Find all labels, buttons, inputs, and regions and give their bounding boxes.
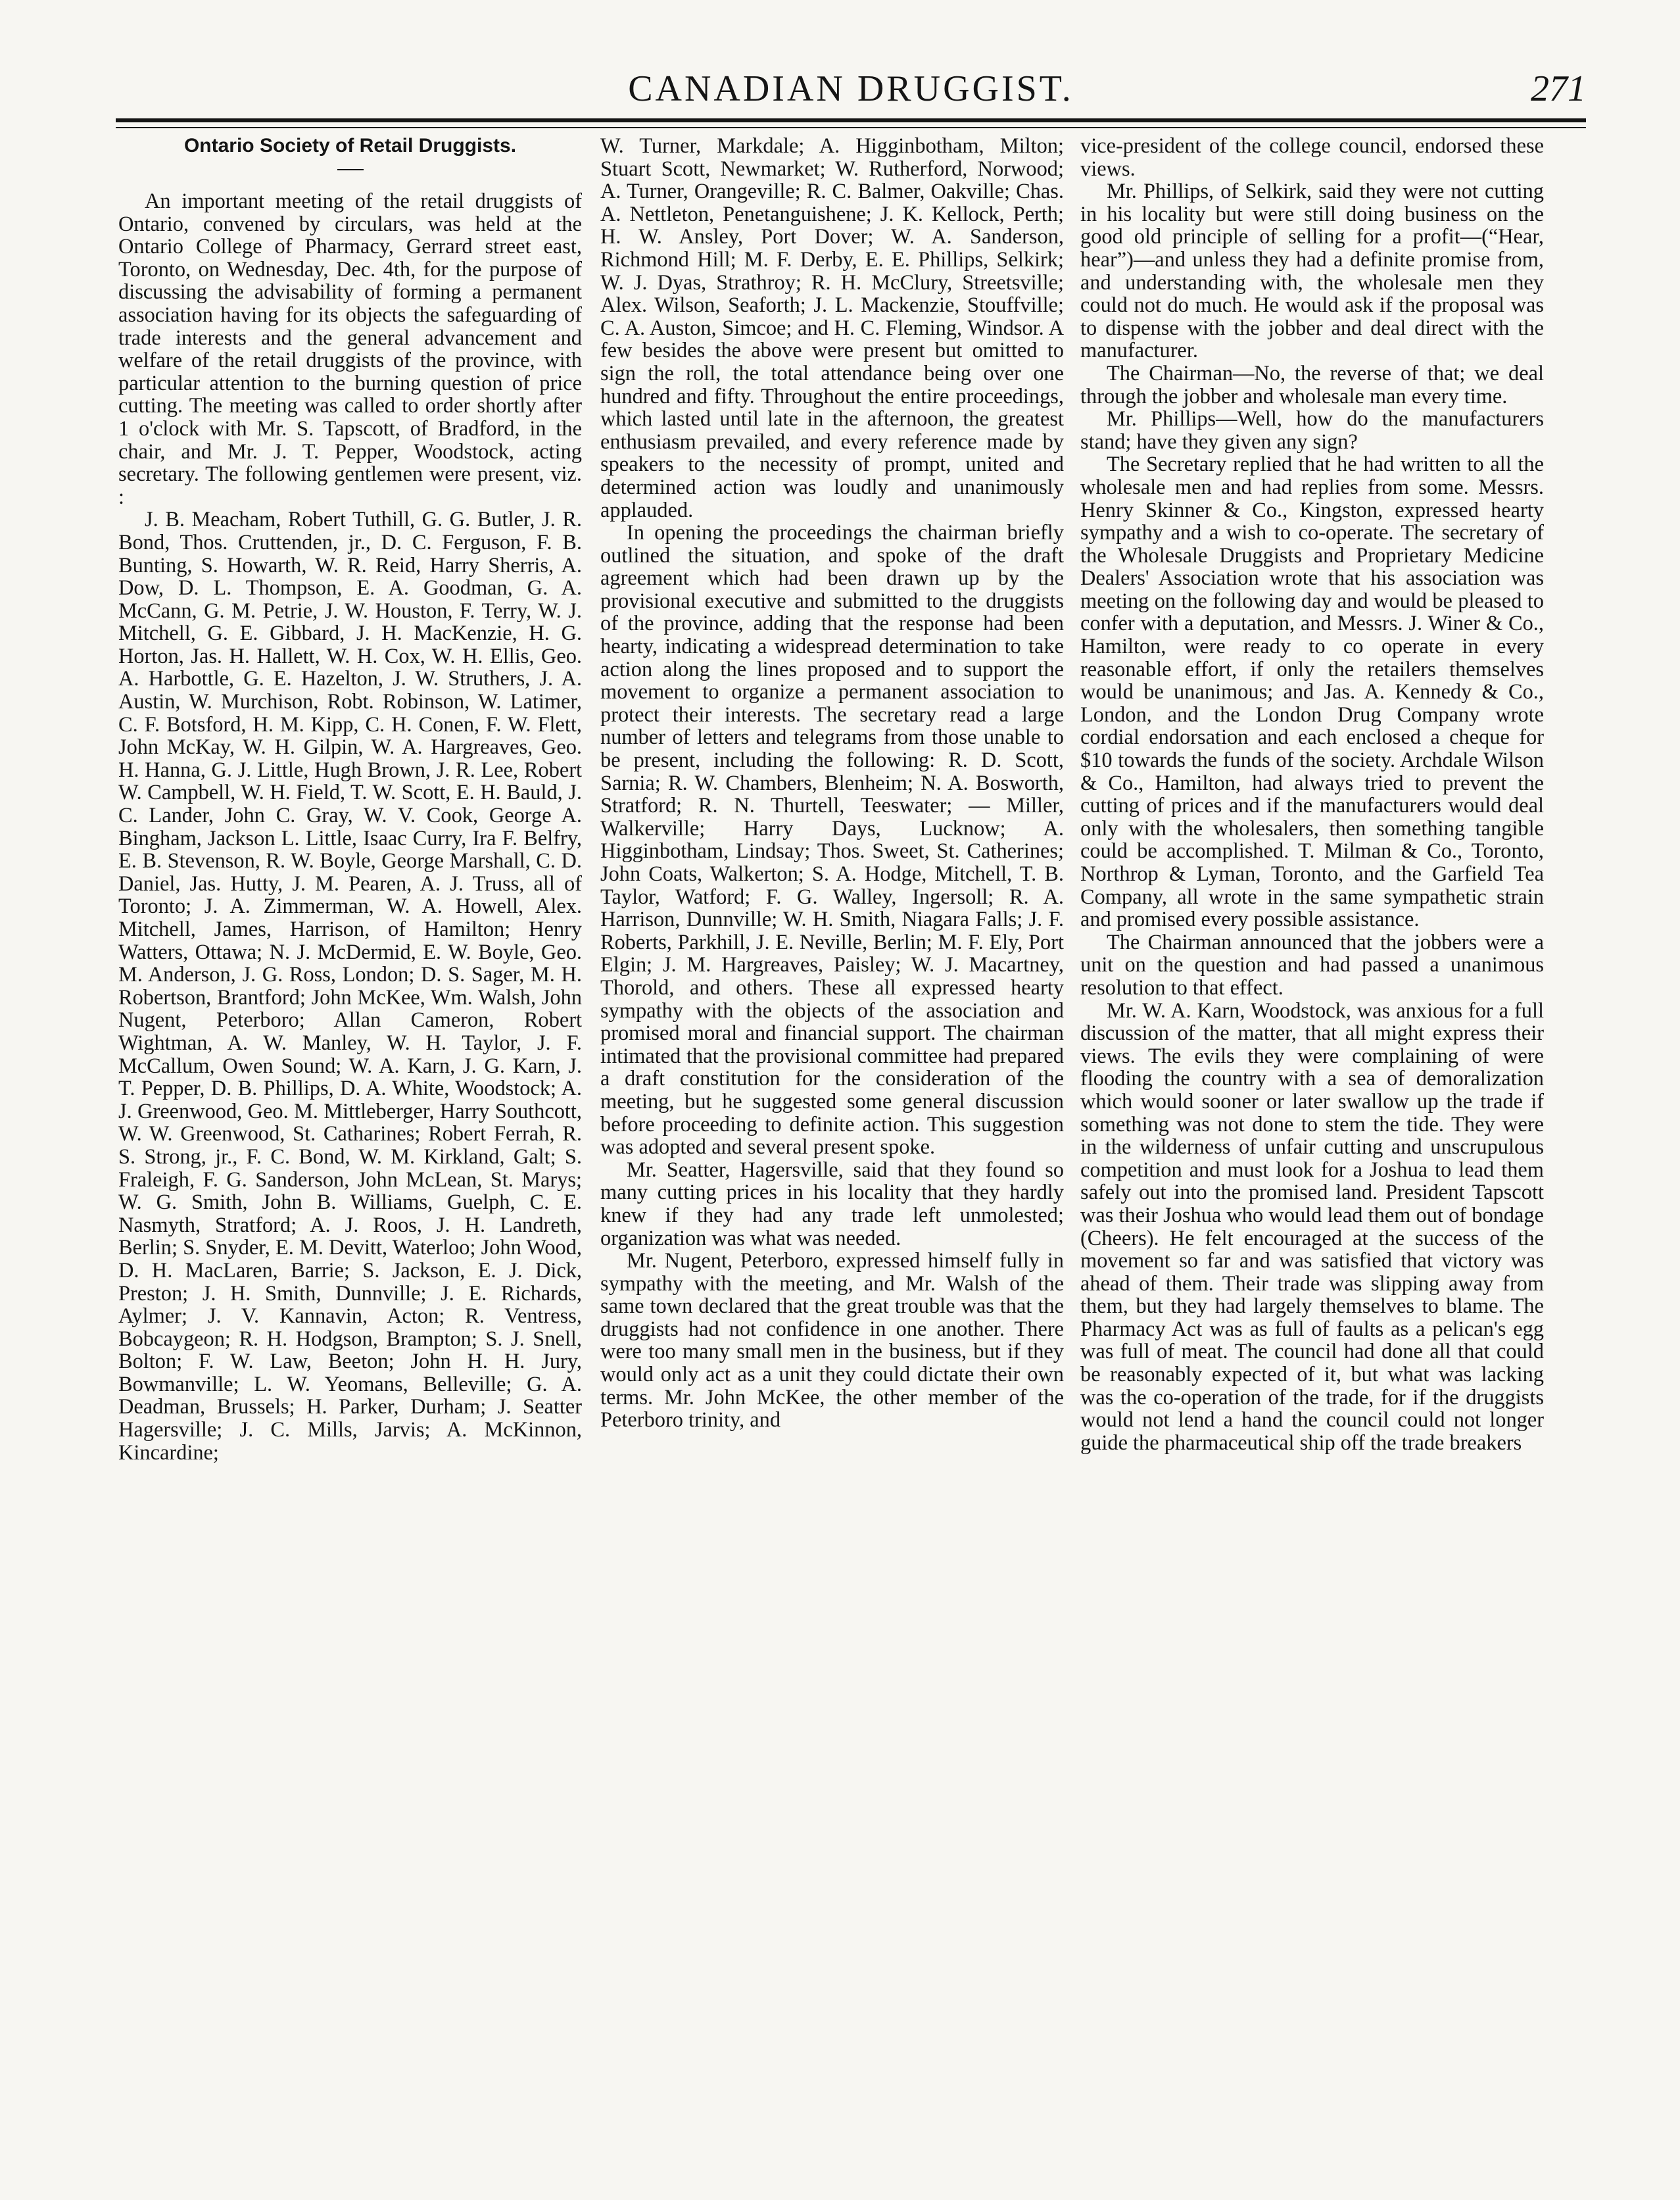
paragraph: Mr. Phillips, of Selkirk, said they were not cutting in his locality but were still doing business on the good old principle of selling for a profit—(“Hear, hear”)—and unless they had a definite promise from, and understanding with, the wholesale men they could not do much. He would ask if the proposal was to dispense with the jobber and deal direct with the manufacturer. [1080,180,1544,363]
paragraph: J. B. Meacham, Robert Tuthill, G. G. Butler, J. R. Bond, Thos. Cruttenden, jr., D. C. Ferguson, F. B. Bunting, S. Howarth, W. R. Reid, Harry Sherris, A. Dow, D. L. Thompson, E. A. Goodman, G. A. McCann, G. M. Petrie, J. W. Houston, F. Terry, W. J. Mitchell, G. E. Gibbard, J. H. MacKenzie, H. G. Horton, Jas. H. Hallett, W. H. Cox, W. H. Ellis, Geo. A. Harbottle, G. E. Hazelton, J. W. Struthers, J. A. Austin, W. Murchison, Robt. Robinson, W. Latimer, C. F. Botsford, H. M. Kipp, C. H. Conen, F. W. Flett, John McKay, W. H. Gilpin, W. A. Hargreaves, Geo. H. Hanna, G. J. Little, Hugh Brown, J. R. Lee, Robert W. Campbell, W. H. Field, T. W. Scott, E. H. Bauld, J. C. Lander, John C. Gray, W. V. Cook, George A. Bingham, Jackson L. Little, Isaac Curry, Ira F. Belfry, E. B. Stevenson, R. W. Boyle, George Marshall, C. D. Daniel, Jas. Hutty, J. M. Pearen, A. J. Truss, all of Toronto; J. A. Zimmerman, W. A. Howell, Alex. Mitchell, James, Harrison, of Hamilton; Henry Watters, Ottawa; N. J. McDermid, E. W. Boyle, Geo. M. Anderson, J. G. Ross, London; D. S. Sager, M. H. Robertson, Brantford; John McKee, Wm. Walsh, John Nugent, Peterboro; Allan Cameron, Robert Wightman, A. W. Manley, W. H. Taylor, J. F. McCallum, Owen Sound; W. A. Karn, J. G. Karn, J. T. Pepper, D. B. Phillips, D. A. White, Woodstock; A. J. Greenwood, Geo. M. Mittleberger, Harry Southcott, W. W. Greenwood, St. Catharines; Robert Ferrah, R. S. Strong, jr., F. C. Bond, W. M. Kirkland, Galt; S. Fraleigh, F. G. Sanderson, John McLean, St. Marys; W. G. Smith, John B. Williams, Guelph, C. E. Nasmyth, Stratford; A. J. Roos, J. H. Landreth, Berlin; S. Snyder, E. M. Devitt, Waterloo; John Wood, D. H. MacLaren, Barrie; S. Jackson, E. J. Dick, Preston; J. H. Smith, Dunnville; J. E. Richards, Aylmer; J. V. Kannavin, Acton; R. Ventress, Bobcaygeon; R. H. Hodgson, Brampton; S. J. Snell, Bolton; F. W. Law, Beeton; John H. H. Jury, Bowmanville; L. W. Yeomans, Belleville; G. A. Deadman, Brussels; H. Parker, Durham; J. Seatter Hagersville; J. C. Mills, Jarvis; A. McKinnon, Kincardine; [118,508,582,1465]
heading-dash [337,169,364,170]
text-column-1 [118,135,582,2167]
text-column-3 [1080,135,1544,2167]
header-rule-thin [116,127,1586,128]
article-heading: Ontario Society of Retail Druggists. [183,135,517,157]
journal-title: CANADIAN DRUGGIST. [628,68,1074,109]
paragraph: Mr. Seatter, Hagersville, said that they found so many cutting prices in his locality that they hardly knew if they had any trade left unmolested; organization was what was needed. [600,1158,1064,1250]
running-head [116,66,1586,118]
page-number: 271 [1531,68,1586,109]
paragraph: Mr. Nugent, Peterboro, expressed himself fully in sympathy with the meeting, and Mr. Walsh of the same town declared that the great trouble was that the druggists had not confidence in one another. There were too many small men in the business, but if they would only act as a unit they could dictate their own terms. Mr. John McKee, the other member of the Peterboro trinity, and [600,1249,1064,1432]
paragraph: In opening the proceedings the chairman briefly outlined the situation, and spoke of the draft agreement which had been drawn up by the provisional executive and submitted to the druggists of the province, adding that the response had been hearty, indicating a widespread determination to take action along the lines proposed and to support the movement to organize a permanent association to protect their interests. The secretary read a large number of letters and telegrams from those unable to be present, including the following: R. D. Scott, Sarnia; R. W. Chambers, Blenheim; N. A. Bosworth, Stratford; R. N. Thurtell, Teeswater; — Miller, Walkerville; Harry Days, Lucknow; A. Higginbotham, Lindsay; Thos. Sweet, St. Catherines; John Coats, Walkerton; S. A. Hodge, Mitchell, T. B. Taylor, Watford; F. G. Walley, Ingersoll; R. A. Harrison, Dunnville; W. H. Smith, Niagara Falls; J. F. Roberts, Parkhill, J. E. Neville, Berlin; M. F. Ely, Port Elgin; J. M. Hargreaves, Paisley; W. J. Macartney, Thorold, and others. These all expressed hearty sympathy with the objects of the association and promised moral and financial support. The chairman intimated that the provisional committee had prepared a draft constitution for the consideration of the meeting, but he suggested some general discussion before proceeding to definite action. This suggestion was adopted and several present spoke. [600,521,1064,1160]
paragraph: The Chairman—No, the reverse of that; we deal through the jobber and wholesale man every time. [1080,361,1544,408]
paragraph: W. Turner, Markdale; A. Higginbotham, Milton; Stuart Scott, Newmarket; W. Rutherford, Norwood; A. Turner, Orangeville; R. C. Balmer, Oakville; Chas. A. Nettleton, Penetanguishene; J. K. Kellock, Perth; H. W. Ansley, Port Dover; W. A. Sanderson, Richmond Hill; M. F. Derby, E. E. Phillips, Selkirk; W. J. Dyas, Strathroy; R. H. McClury, Streetsville; Alex. Wilson, Seaforth; J. L. Mackenzie, Stouffville; C. A. Auston, Simcoe; and H. C. Fleming, Windsor. A few besides the above were present but omitted to sign the roll, the total attendance being over one hundred and fifty. Throughout the entire proceedings, which lasted until late in the afternoon, the greatest enthusiasm prevailed, and every reference made by speakers to the necessity of prompt, united and determined action was loudly and unanimously applauded. [600,135,1064,522]
text-column-2 [600,135,1064,2167]
header-rule [116,118,1586,122]
paragraph: vice-president of the college council, endorsed these views. [1080,135,1544,181]
paragraph: The Secretary replied that he had written to all the wholesale men and had replies from some. Messrs. Henry Skinner & Co., Kingston, expressed hearty sympathy and a wish to co-operate. The secretary of the Wholesale Druggists and Proprietary Medicine Dealers' Association wrote that his association was meeting on the following day and would be pleased to confer with a deputation, and Messrs. J. Winer & Co., Hamilton, were ready to co operate in every reasonable effort, if only the retailers themselves would be unanimous; and Jas. A. Kennedy & Co., London, and the London Drug Company wrote cordial endorsation and each enclosed a cheque for $10 towards the funds of the society. Archdale Wilson & Co., Hamilton, had always tried to prevent the cutting of prices and if the manufacturers would deal only with the wholesalers, then something tangible could be accomplished. T. Milman & Co., Toronto, Northrop & Lyman, Toronto, and the Garfield Tea Company, all wrote in the same sympathetic strain and promised every possible assistance. [1080,452,1544,932]
paragraph: The Chairman announced that the jobbers were a unit on the question and had passed a unanimous resolution to that effect. [1080,930,1544,1000]
paragraph: Mr. Phillips—Well, how do the manufacturers stand; have they given any sign? [1080,407,1544,454]
paragraph: Mr. W. A. Karn, Woodstock, was anxious for a full discussion of the matter, that all might express their views. The evils they were complaining of were flooding the country with a sea of demoralization which would sooner or later swallow up the trade if something was not done to stem the tide. They were in the wilderness of unfair cutting and unscrupulous competition and must look for a Joshua to lead them safely out into the promised land. President Tapscott was their Joshua who would lead them out of bondage (Cheers). He felt encouraged at the success of the movement so far and was satisfied that victory was ahead of them. Their trade was slipping away from them, but they had largely themselves to blame. The Pharmacy Act was as full of faults as a pelican's egg was full of meat. The council had done all that could be reasonably expected of it, but what was lacking was the co-operation of the trade, for if the druggists would not lend a hand the council could not longer guide the pharmaceutical ship off the trade breakers [1080,998,1544,1455]
paragraph: An important meeting of the retail druggists of Ontario, convened by circulars, was held at the Ontario College of Pharmacy, Gerrard street east, Toronto, on Wednesday, Dec. 4th, for the purpose of discussing the advisability of forming a permanent association having for its objects the safeguarding of trade interests and the general advancement and welfare of the retail druggists of the province, with particular attention to the burning question of price cutting. The meeting was called to order shortly after 1 o'clock with Mr. S. Tapscott, of Bradford, in the chair, and Mr. J. T. Pepper, Woodstock, acting secretary. The following gentlemen were present, viz. : [118,189,582,509]
